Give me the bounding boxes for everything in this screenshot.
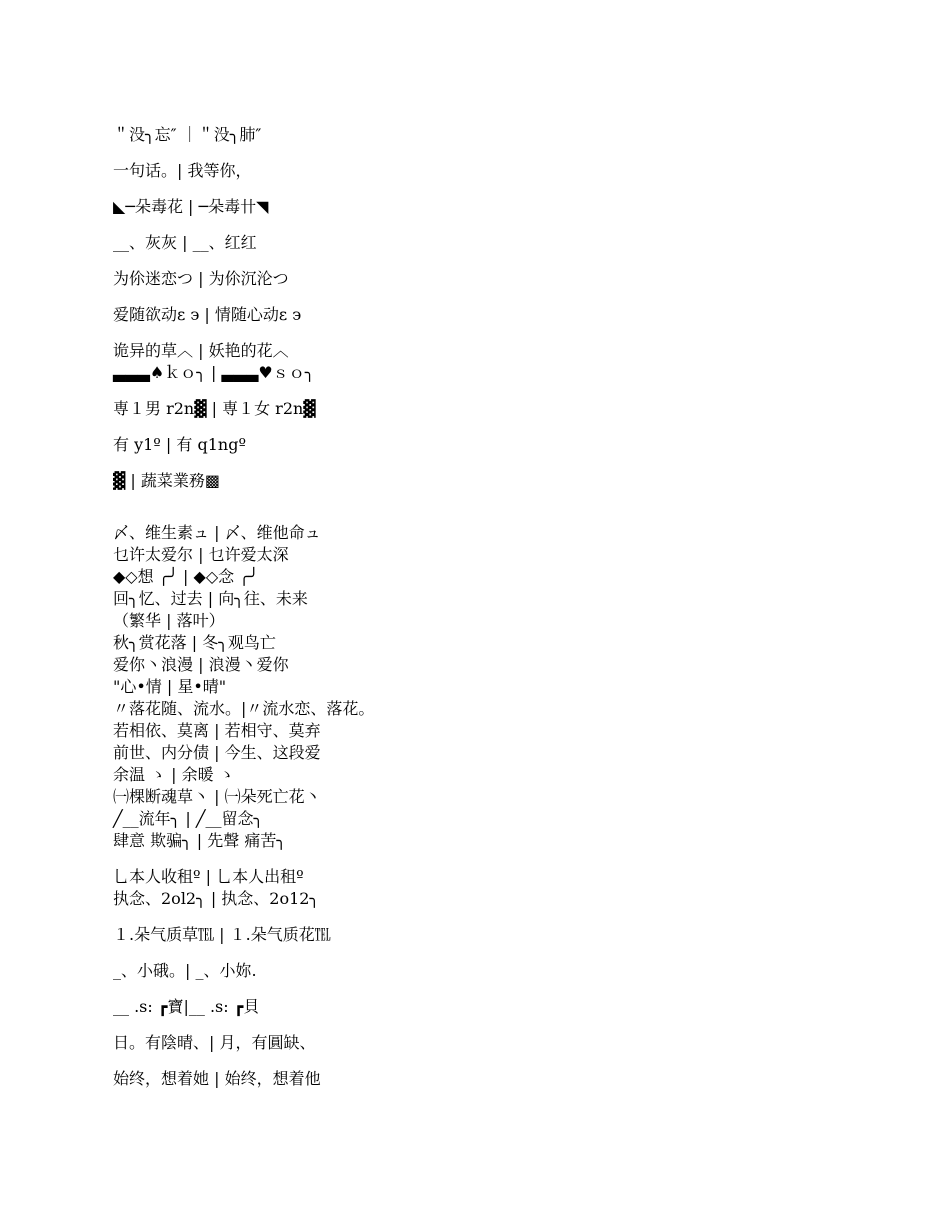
text-line: 〆、维生素ュ | 〆、维他命ュ (113, 523, 321, 542)
text-line: ◆◇想 ╭╯ | ◆◇念 ╭╯ (113, 567, 259, 586)
text-line: "心•情 | 星•晴" (113, 677, 227, 696)
text-line: ▓ | 蔬菜業務▩ (113, 471, 220, 490)
text-line: 有 y1º | 有 q1ngº (113, 435, 246, 454)
text-line: __ .s: ┏寶|__ .s: ┏貝 (113, 997, 260, 1016)
text-line: 回╮忆、过去 | 向╮往、未来 (113, 589, 308, 608)
text-line: __、灰灰 | __、红红 (113, 233, 257, 252)
text-line: ▃▃▃♠ｋｏ╮ | ▃▃▃♥ｓｏ╮ (113, 363, 315, 382)
text-line: 爱你丶浪漫 | 浪漫丶爱你 (113, 655, 289, 674)
text-line: _、小硪。| _、小妳. (113, 961, 257, 980)
text-line: 乚本人收租º | 乚本人出租º (113, 867, 304, 886)
text-line: 秋╮赏花落 | 冬╮观鸟亡 (113, 633, 276, 652)
text-line: １.朵气质草℡ | １.朵气质花℡ (113, 925, 331, 944)
text-line: 若相依、莫离 | 若相守、莫弃 (113, 721, 321, 740)
text-line: 执念、2ol2╮ | 执念、2o12╮ (113, 889, 320, 908)
text-line: 为伱迷恋つ | 为伱沉沦つ (113, 269, 289, 288)
text-line: ＂没╮忘″ ｜＂没╮肺″ (113, 125, 262, 144)
text-line: 乜许太爱尔 | 乜许爱太深 (113, 545, 289, 564)
text-line: 前世、内分债 | 今生、这段爱 (113, 743, 321, 762)
document-body (113, 124, 873, 1090)
text-line: ◣─朵毒花 | ─朵毒卄◥ (113, 197, 269, 216)
text-line: 一句话。| 我等你， (113, 161, 252, 180)
text-line: 诡异的草︿ | 妖艳的花︿ (113, 341, 289, 360)
text-line: 〃落花随、流水。|〃流水恋、落花。 (113, 699, 375, 718)
text-line: （繁华 | 落叶） (113, 611, 225, 630)
text-line: 専１男 r2n▓ | 専１女 r2n▓ (113, 399, 316, 418)
text-line: 余温 ゝ | 余暖 ゝ (113, 765, 235, 784)
text-line: 日。有陰晴、| 月，有圓缺、 (113, 1033, 316, 1052)
text-line: 爱随欲动ε э | 情随心动ε э (113, 305, 302, 324)
text-line: 肆意 欺骗╮ | 先聲 痛苦╮ (113, 831, 287, 850)
text-line: ╱__流年╮ | ╱__留念╮ (113, 809, 264, 828)
text-line: 始终，想着她 | 始终，想着他 (113, 1069, 321, 1088)
text-line: ㈠棵断魂草丶 | ㈠朵死亡花丶 (113, 787, 321, 806)
